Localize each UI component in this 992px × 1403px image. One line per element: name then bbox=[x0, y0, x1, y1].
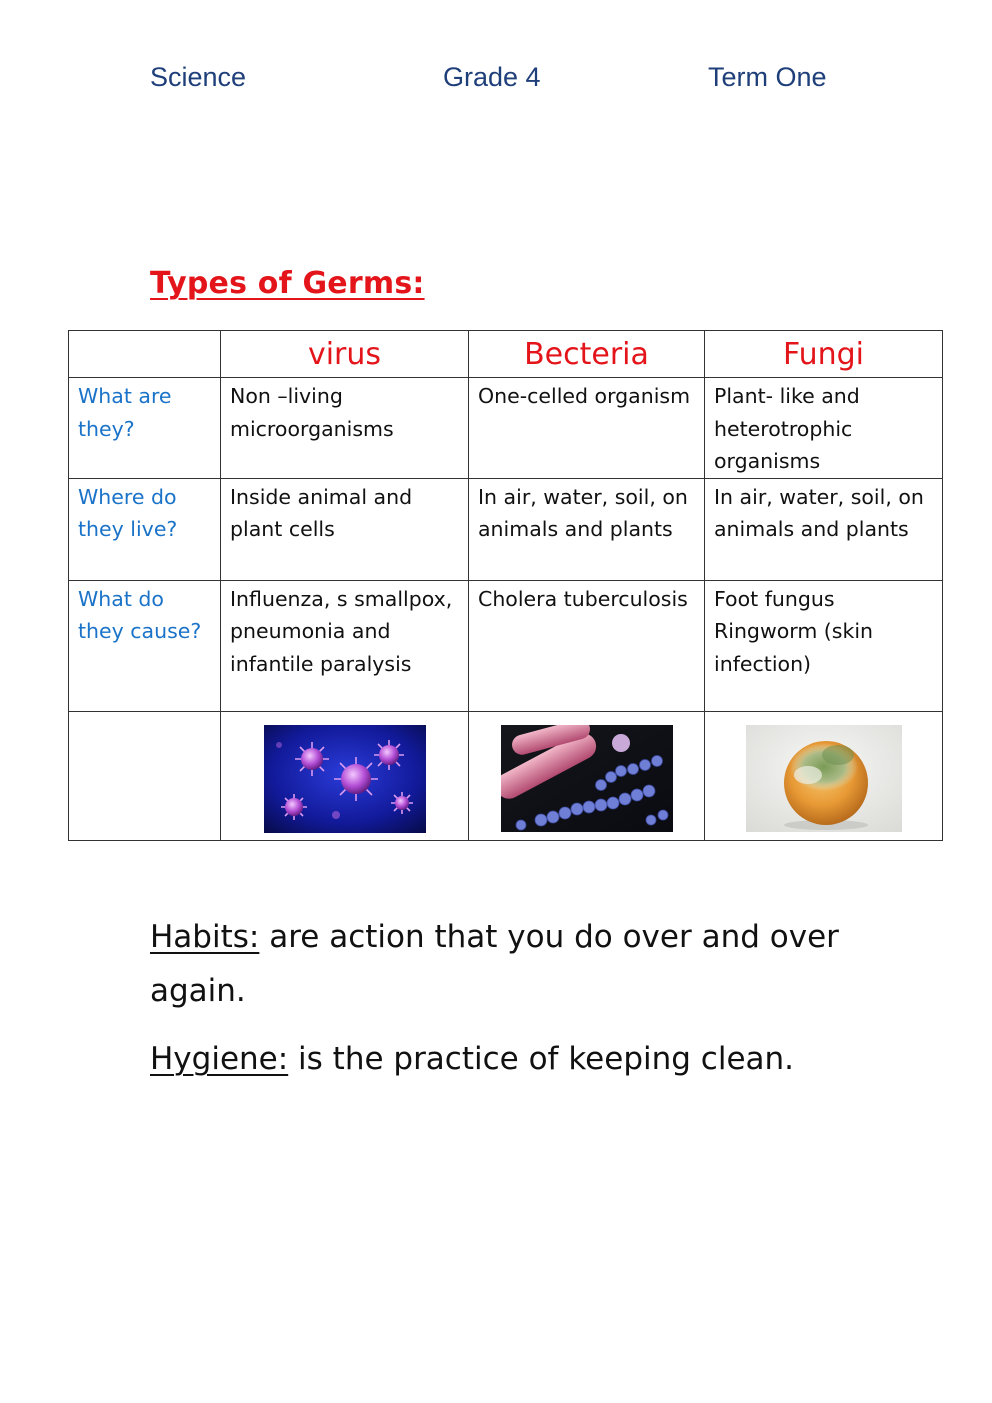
bacteria-image-cell bbox=[469, 711, 705, 840]
germs-table bbox=[68, 330, 943, 841]
fungi-image-cell bbox=[705, 711, 943, 840]
row-question: What are they? bbox=[69, 378, 221, 479]
habits-definition bbox=[150, 910, 870, 1018]
virus-image bbox=[264, 725, 426, 833]
header-cell-bacteria: Becteria bbox=[469, 331, 705, 378]
row-question: What do they cause? bbox=[69, 580, 221, 711]
header-term: Term One bbox=[708, 62, 827, 92]
cell-fungi: Foot fungus Ringworm (skin infection) bbox=[705, 580, 943, 711]
habits-text: are action that you do over and over again. bbox=[150, 919, 839, 1009]
image-row-label bbox=[69, 711, 221, 840]
header-cell-virus: virus bbox=[221, 331, 469, 378]
cell-bacteria: In air, water, soil, on animals and plants bbox=[469, 478, 705, 580]
hygiene-term: Hygiene: bbox=[150, 1041, 289, 1077]
header-cell-empty bbox=[69, 331, 221, 378]
table-header-row bbox=[69, 331, 943, 378]
table-row bbox=[69, 378, 943, 479]
cell-virus: Inside animal and plant cells bbox=[221, 478, 469, 580]
cell-fungi: In air, water, soil, on animals and plants bbox=[705, 478, 943, 580]
hygiene-definition bbox=[150, 1032, 870, 1086]
page-title: Types of Germs: bbox=[150, 266, 425, 301]
cell-virus: Non –living microorganisms bbox=[221, 378, 469, 479]
virus-image-cell bbox=[221, 711, 469, 840]
header-subject: Science bbox=[150, 62, 247, 92]
cell-bacteria: Cholera tuberculosis bbox=[469, 580, 705, 711]
table-row bbox=[69, 580, 943, 711]
habits-term: Habits: bbox=[150, 919, 260, 955]
cell-virus: Influenza, s smallpox, pneumonia and infantile paralysis bbox=[221, 580, 469, 711]
hygiene-text: is the practice of keeping clean. bbox=[288, 1041, 795, 1077]
row-question: Where do they live? bbox=[69, 478, 221, 580]
image-row bbox=[69, 711, 943, 840]
header-grade: Grade 4 bbox=[443, 62, 541, 92]
header-cell-fungi: Fungi bbox=[705, 331, 943, 378]
fungi-image bbox=[746, 725, 902, 832]
table-row bbox=[69, 478, 943, 580]
cell-fungi: Plant- like and heterotrophic organisms bbox=[705, 378, 943, 479]
bacteria-image bbox=[501, 725, 673, 832]
cell-bacteria: One-celled organism bbox=[469, 378, 705, 479]
